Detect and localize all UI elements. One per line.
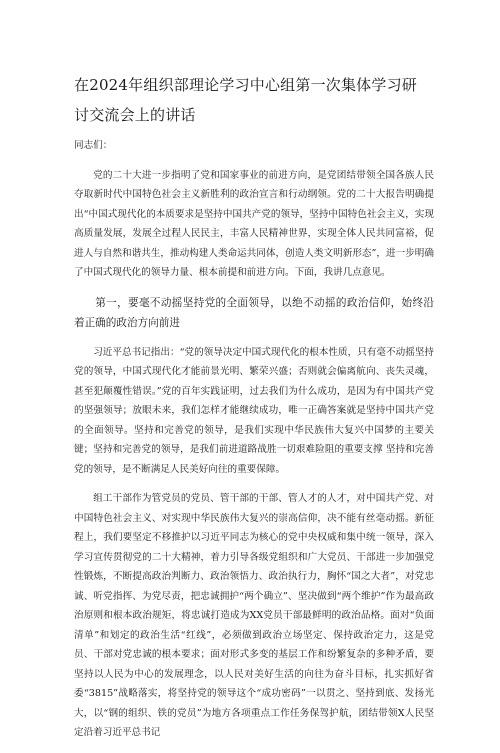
- paragraph-quote: 习近平总书记指出：“党的领导决定中国式现代化的根本性质，只有毫不动摇坚持党的领导，中国式现代化才能前景光明、繁荣兴盛；否则就会偏离航向、丧失灵魂，甚至犯颠覆性错误。”党的百年实践证明，过去我们为什么成功，是因为有中国共产党的坚强领导；放眼未来，我们怎样才能继续成功，唯一正确答案就是坚持中国共产党的全面领导。坚持和完善党的领导，是我们实现中华民族伟大复兴中国梦的主要关键；坚持和完善党的领导，是我们前进道路战胜一切艰难险阻的重要支撑 坚持和完善党的领导，是不断满足人民美好向往的重要保障。: [74, 346, 434, 475]
- paragraph-cadres: 组工干部作为管党员的党员、管干部的干部、管人才的人才，对中国共产党、对中国特色社会主义、对实现中华民族伟大复兴的崇高信仰，决不能有丝毫动摇。新征程上，我们要坚定不移推护以习近平同志为核心的党中央权威和集中统一领导，深入学习宣传贯彻党的二十大精神，着力引导各级党组织和广大党员、干部进一步加强党性锻炼，不断提高政治判断力、政治领悟力、政治执行力，胸怀“国之大者”，对党忠诚、听党指挥、为党尽责，把忠诚拥护“两个确立”、坚决做到“两个维护”作为最高政治原则和根本政治规矩，将忠诚打造成为XX党员干部最鲜明的政治品格。面对“负面清单”和划定的政治生活“红线”，必须做到政治立场坚定、保持政治定力，这是党员、干部对党忠诚的根本要求；面对形式多变的基层工作和纷繁复杂的多种矛盾，要坚持以人民为中心的发展理念，以人民对美好生活的向往为奋斗目标，扎实抓好省委“3815”战略落实，将坚持党的领导这个“成功密码”一以贯之、坚持到底、发扬光大，以“钢的组织、铁的党员”为地方各项重点工作任务保驾护航，团结带领X人民坚定沿着习近平总书记: [74, 493, 434, 738]
- salutation: 同志们：: [74, 140, 113, 151]
- document-title: 在2024年组织部理论学习中心组第一次集体学习研讨交流会上的讲话: [74, 76, 417, 124]
- document-body: [74, 136, 434, 753]
- section-heading-1: 第一，要毫不动摇坚持党的全面领导，以绝不动摇的政治信仰，始终沿着正确的政治方向前进: [74, 296, 434, 329]
- paragraph-intro: 党的二十大进一步指明了党和国家事业的前进方向，是党团结带领全国各族人民夺取新时代中国特色社会主义新胜利的政治宣言和行动纲领。党的二十大报告明确提出“中国式现代化的本质要求是坚持中国共产党的领导，坚持中国特色社会主义，实现高质量发展，发展全过程人民民主，丰富人民精神世界，实现全体人民共同富裕，促进人与自然和谐共生，推动构建人类命运共同体，创造人类文明新形态”，进一步明确了中国式现代化的领导力量、根本前提和前进方向。下面，我讲几点意见。: [74, 169, 434, 278]
